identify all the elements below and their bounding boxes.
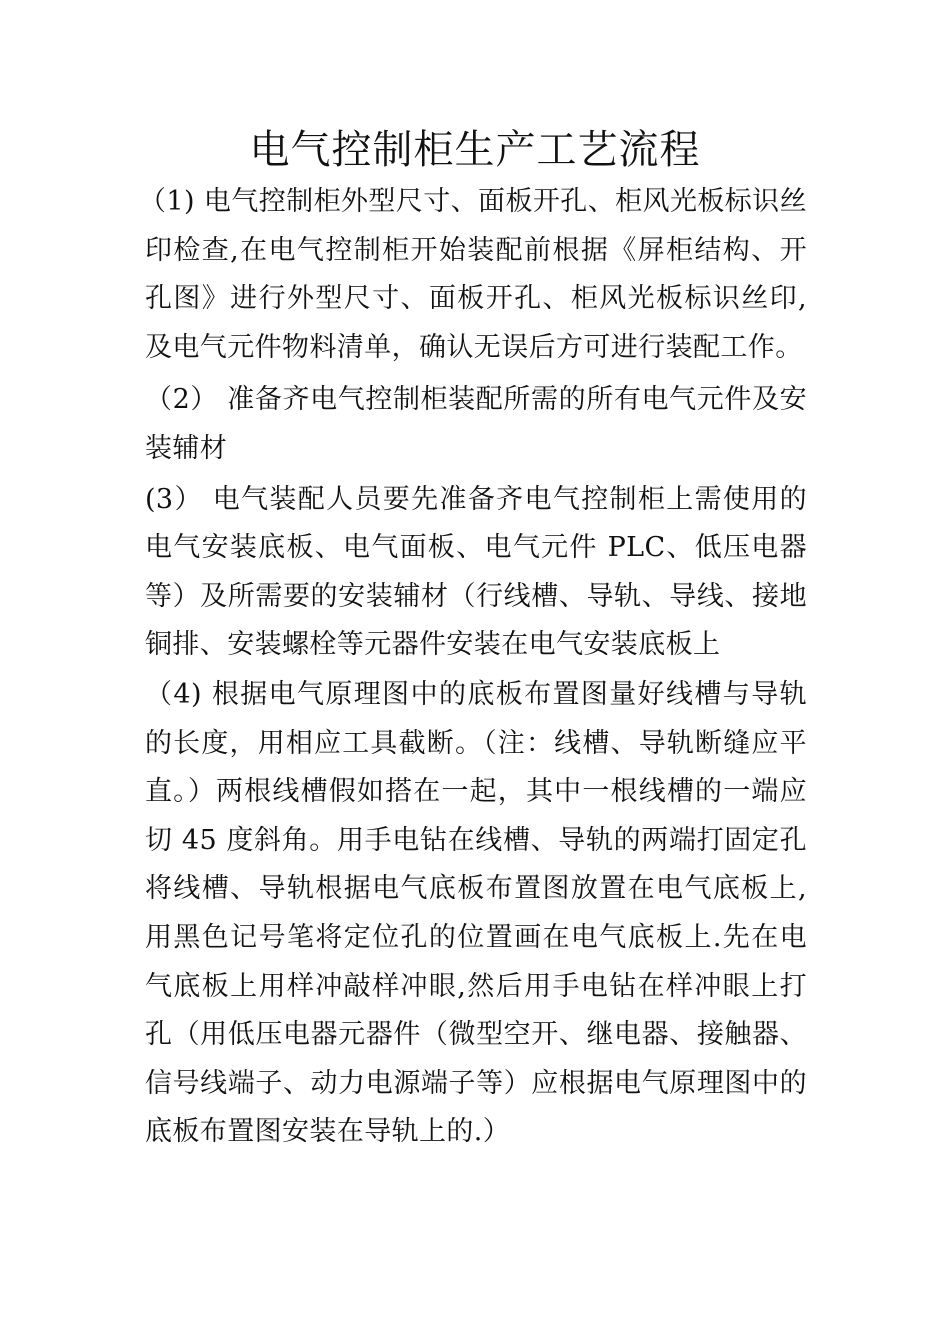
document-title: 电气控制柜生产工艺流程: [249, 127, 701, 173]
paragraph-step-3: (3） 电气装配人员要先准备齐电气控制柜上需使用的电气安装底板、电气面板、电气元件 PLC、低压电器等）及所需要的安装辅材（行线槽、导轨、导线、接地铜排、安装螺栓等元器件安装在电气安装底板上: [145, 483, 807, 661]
document-body: [139, 178, 807, 1157]
paragraph-step-1: （1) 电气控制柜外型尺寸、面板开孔、柜风光板标识丝印检查,在电气控制柜开始装配前根据《屏柜结构、开孔图》进行外型尺寸、面板开孔、柜风光板标识丝印,及电气元件物料清单，确认无误后方可进行装配工作。: [139, 186, 807, 363]
paragraph-step-4: （4) 根据电气原理图中的底板布置图量好线槽与导轨的长度，用相应工具截断。（注：线槽、导轨断缝应平直。）两根线槽假如搭在一起，其中一根线槽的一端应切 45 度斜角。用手电钻在线槽、导轨的两端打固定孔将线槽、导轨根据电气底板布置图放置在电气底板上,用黑色记号笔将定位孔的位置画在电气底板上.先在电气底板上用样冲敲样冲眼,然后用手电钻在样冲眼上打孔（用低压电器元器件（微型空开、继电器、接触器、信号线端子、动力电源端子等）应根据电气原理图中的底板布置图安装在导轨上的.）: [145, 678, 807, 1148]
paragraph-step-2: （2） 准备齐电气控制柜装配所需的所有电气元件及安装辅材: [145, 384, 807, 464]
